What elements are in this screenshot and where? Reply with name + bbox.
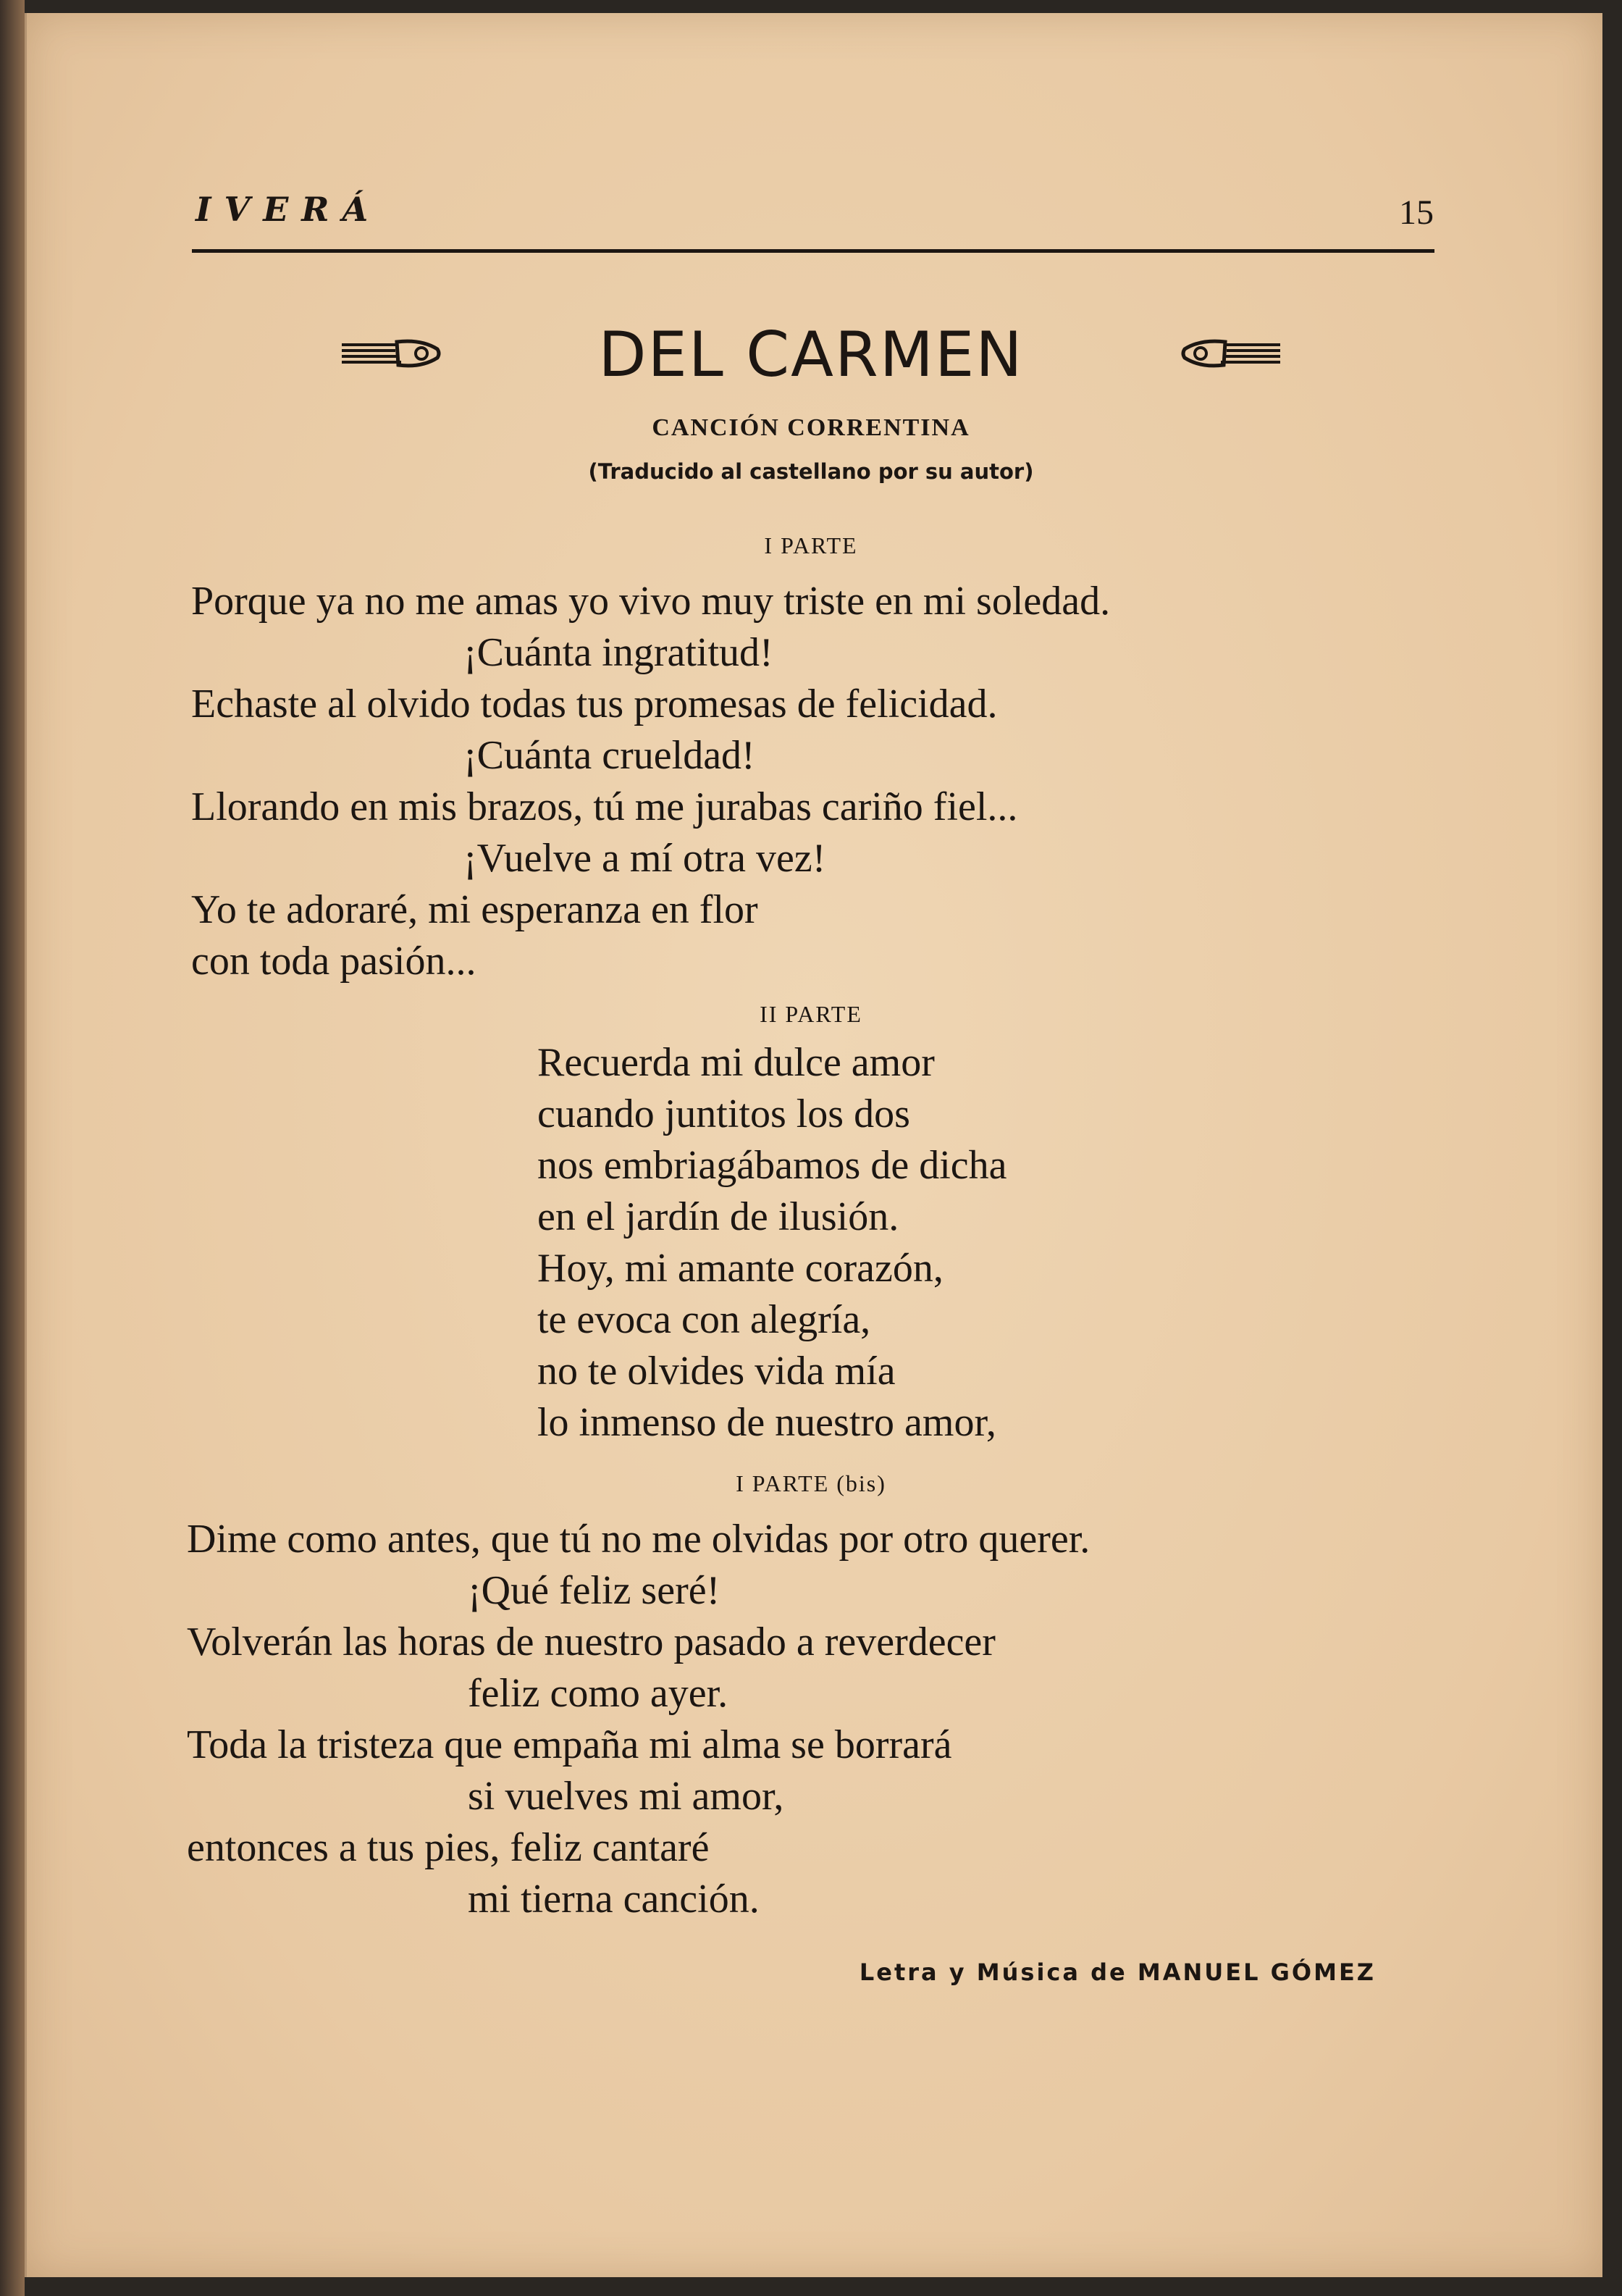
verse-line: cuando juntitos los dos: [537, 1092, 910, 1136]
header-rule: [192, 249, 1434, 253]
verse-line: si vuelves mi amor,: [468, 1774, 784, 1819]
verse-line: Yo te adoraré, mi esperanza en flor: [191, 887, 758, 932]
title-row: [340, 319, 1282, 398]
verse-line: ¡Cuánta ingratitud!: [463, 630, 773, 675]
verse-line: entonces a tus pies, feliz cantaré: [187, 1825, 710, 1870]
verse-line: Toda la tristeza que empaña mi alma se borrará: [187, 1722, 952, 1767]
verse-line: ¡Cuánta crueldad!: [463, 733, 755, 778]
verse-line: Porque ya no me amas yo vivo muy triste en mi soledad.: [191, 579, 1111, 624]
verse-line: no te olvides vida mía: [537, 1349, 896, 1394]
verse-line: Dime como antes, que tú no me olvidas por otro querer.: [187, 1517, 1091, 1562]
verse-line: lo inmenso de nuestro amor,: [537, 1400, 996, 1445]
verse-line: mi tierna canción.: [468, 1877, 760, 1922]
verse-line: en el jardín de ilusión.: [537, 1194, 899, 1239]
verse-line: Recuerda mi dulce amor: [537, 1040, 935, 1085]
running-title: IVERÁ: [196, 190, 382, 229]
verse-line: ¡Vuelve a mí otra vez!: [463, 836, 826, 881]
section-label: II PARTE: [760, 1001, 862, 1027]
verse-line: nos embriagábamos de dicha: [537, 1143, 1007, 1188]
verse-line: ¡Qué feliz seré!: [468, 1568, 720, 1613]
page-header: [196, 190, 1434, 255]
verse-line: con toda pasión...: [191, 939, 476, 984]
translation-note: (Traducido al castellano por su autor): [588, 459, 1034, 484]
book-spine: [0, 0, 25, 2296]
verse-line: feliz como ayer.: [468, 1671, 728, 1716]
verse-line: Volverán las horas de nuestro pasado a reverdecer: [187, 1620, 996, 1664]
verse-line: Echaste al olvido todas tus promesas de felicidad.: [191, 682, 998, 726]
section-label: I PARTE (bis): [736, 1470, 886, 1496]
author-credit: Letra y Música de MANUEL GÓMEZ: [859, 1958, 1376, 1986]
verse-line: Llorando en mis brazos, tú me jurabas cariño fiel...: [191, 784, 1018, 829]
verse-line: Hoy, mi amante corazón,: [537, 1246, 944, 1291]
section-label: I PARTE: [764, 532, 858, 558]
song-title: DEL CARMEN: [598, 319, 1024, 391]
verse-line: te evoca con alegría,: [537, 1297, 871, 1342]
page-number: 15: [1399, 193, 1434, 232]
left-hand-ornament-icon: [340, 335, 442, 371]
song-subtitle: CANCIÓN CORRENTINA: [652, 414, 970, 441]
right-hand-ornament-icon: [1180, 335, 1282, 371]
